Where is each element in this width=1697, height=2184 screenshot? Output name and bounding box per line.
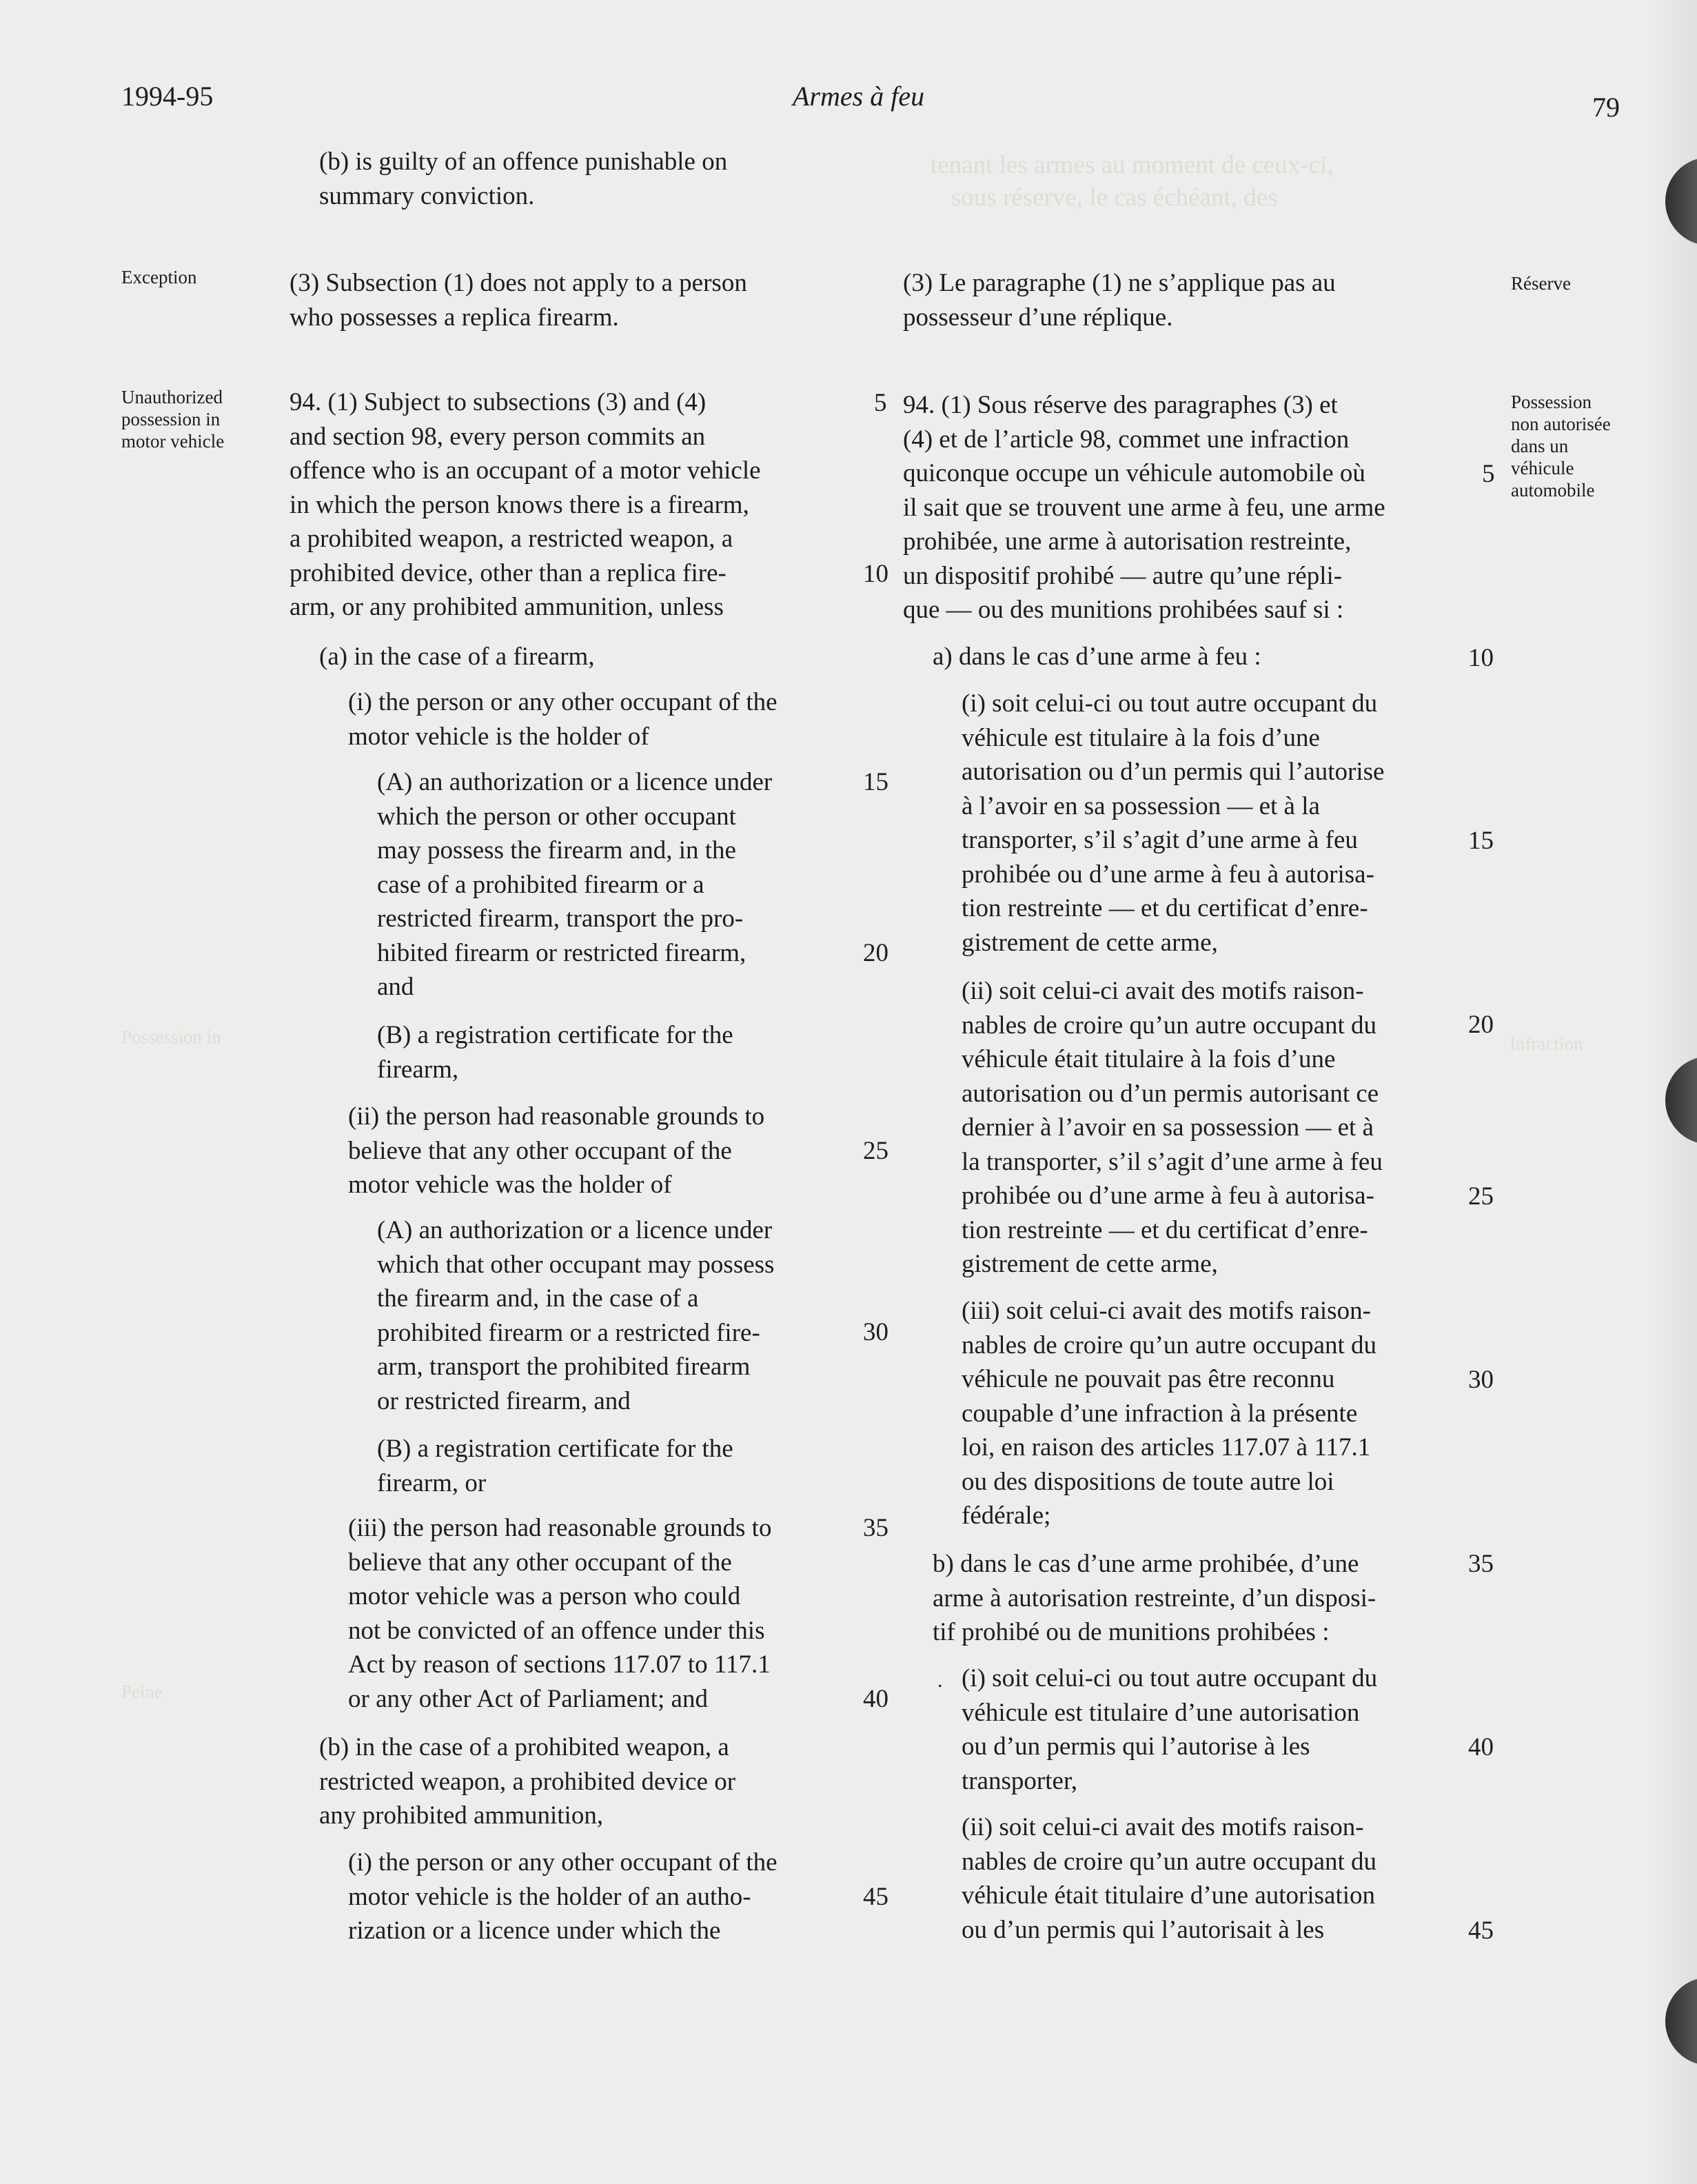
en-line-number: 35 <box>863 1514 888 1542</box>
fr-para-a: a) dans le cas d’une arme à feu : <box>933 643 1261 671</box>
margin-note-possession-non-autorisee: Possession non autorisée dans un véhicule automobile <box>1511 392 1611 501</box>
bleed-through-line: tenant les armes au moment de ceux-ci, <box>931 151 1334 179</box>
fr-line-number: 15 <box>1468 827 1494 855</box>
en-subpara-b-i: (i) the person or any other occupant of the motor vehicle is the holder of an autho- rization or a licence under which the <box>348 1848 778 1945</box>
bleed-through-line: Possession in <box>121 1027 221 1047</box>
en-line-number: 40 <box>863 1685 888 1713</box>
en-clause-a-ii-B: (B) a registration certificate for the firearm, or <box>377 1435 733 1497</box>
en-para-a: (a) in the case of a firearm, <box>319 643 595 671</box>
margin-note-exception: Exception <box>121 267 197 287</box>
en-line-number: 20 <box>863 939 888 967</box>
en-line-number: 30 <box>863 1318 888 1346</box>
en-line-number: 45 <box>863 1883 888 1911</box>
en-subpara-a-ii: (ii) the person had reasonable grounds to believe that any other occupant of the motor vehicle was the holder of <box>348 1102 765 1199</box>
en-line-number: 25 <box>863 1137 888 1165</box>
en-subsection-3: (3) Subsection (1) does not apply to a person who possesses a replica firearm. <box>289 269 747 332</box>
binder-hole <box>1665 1056 1697 1144</box>
en-clause-a-ii-A: (A) an authorization or a licence under which that other occupant may possess the firearm and, in the case of a prohibited firearm or a restricted fire- arm, transport the prohibited firearm or restricted firearm, and <box>377 1216 775 1415</box>
en-subpara-a-iii: (iii) the person had reasonable grounds to believe that any other occupant of the motor vehicle was a person who could not be convicted of an offence under this Act by reason of sections 117.07 to 117.1 or any other Act of Parliament; and <box>348 1514 772 1713</box>
header-year: 1994-95 <box>121 81 214 112</box>
fr-line-number: 40 <box>1468 1733 1494 1761</box>
fr-subsection-3: (3) Le paragraphe (1) ne s’applique pas au possesseur d’une réplique. <box>903 269 1336 332</box>
en-line-number: 5 <box>874 389 887 417</box>
page-number: 79 <box>1592 92 1620 123</box>
fr-para-b: b) dans le cas d’une arme prohibée, d’une arme à autorisation restreinte, d’un disposi- tif prohibé ou de munitions prohibées : <box>933 1550 1376 1646</box>
margin-note-unauthorized-possession: Unauthorized possession in motor vehicle <box>121 387 225 452</box>
en-line-number: 10 <box>863 560 888 588</box>
en-subpara-a-i: (i) the person or any other occupant of the motor vehicle is the holder of <box>348 688 778 751</box>
bleed-through-line: Infraction <box>1510 1033 1583 1054</box>
stray-dot: . <box>937 1669 943 1692</box>
en-line-number: 15 <box>863 768 888 796</box>
en-para-b: (b) in the case of a prohibited weapon, a restricted weapon, a prohibited device or any prohibited ammunition, <box>319 1733 736 1830</box>
binder-hole <box>1665 1977 1697 2065</box>
bleed-through-line: sous réserve, le cas échéant, des <box>951 183 1278 212</box>
en-para-b-summary: (b) is guilty of an offence punishable on summary conviction. <box>319 148 728 210</box>
fr-line-number: 45 <box>1468 1917 1494 1945</box>
en-clause-a-i-A: (A) an authorization or a licence under which the person or other occupant may possess the firearm and, in the case of a prohibited firearm or a restricted firearm, transport the pro- hibited firearm or restricted firearm, and <box>377 768 773 1001</box>
binder-hole <box>1665 157 1697 245</box>
header-title: Armes à feu <box>793 81 925 112</box>
margin-note-reserve: Réserve <box>1511 273 1571 294</box>
fr-section-94: 94. (1) Sous réserve des paragraphes (3) et (4) et de l’article 98, commet une infraction quiconque occupe un véhicule automobile où il sait que se trouvent une arme à feu, une arme prohibée, une arme à autorisation restreinte, un dispositif prohibé — autre qu’une répli- que — ou des munitions prohibées sauf si : <box>903 391 1385 624</box>
fr-line-number: 25 <box>1468 1182 1494 1211</box>
fr-line-number: 35 <box>1468 1550 1494 1578</box>
fr-subpara-b-i: (i) soit celui-ci ou tout autre occupant du véhicule est titulaire d’une autorisation ou d’un permis qui l’autorise à les transporter, <box>962 1664 1378 1795</box>
fr-line-number: 20 <box>1468 1011 1494 1039</box>
fr-subpara-a-iii: (iii) soit celui-ci avait des motifs raison- nables de croire qu’un autre occupant du véhicule ne pouvait pas être reconnu coupable d’une infraction à la présente loi, en raison des articles 117.07 à 117.1 ou des dispositions de toute autre loi fédérale; <box>962 1297 1377 1530</box>
fr-line-number: 10 <box>1468 644 1494 672</box>
en-section-94: 94. (1) Subject to subsections (3) and (4) and section 98, every person commits an offence who is an occupant of a motor vehicle in which the person knows there is a firearm, a prohibited weapon, a restricted weapon, a prohibited device, other than a replica fire- arm, or any prohibited ammunition, unless <box>289 388 761 621</box>
en-clause-a-i-B: (B) a registration certificate for the firearm, <box>377 1021 733 1084</box>
fr-line-number: 5 <box>1482 460 1495 488</box>
fr-line-number: 30 <box>1468 1366 1494 1394</box>
fr-subpara-a-i: (i) soit celui-ci ou tout autre occupant du véhicule est titulaire à la fois d’une autorisation ou d’un permis qui l’autorise à l’avoir en sa possession — et à la transporter, s’il s’agit d’une arme à feu prohibée ou d’une arme à feu à autorisa- tion restreinte — et du certificat d’enre- gistrement de cette arme, <box>962 689 1385 957</box>
fr-subpara-b-ii: (ii) soit celui-ci avait des motifs raison- nables de croire qu’un autre occupant du véhicule était titulaire d’une autorisation ou d’un permis qui l’autorisait à les <box>962 1813 1377 1944</box>
fr-subpara-a-ii: (ii) soit celui-ci avait des motifs raison- nables de croire qu’un autre occupant du véhicule était titulaire à la fois d’une autorisation ou d’un permis autorisant ce dernier à l’avoir en sa possession — et à la transporter, s’il s’agit d’une arme à feu prohibée ou d’une arme à feu à autorisa- tion restreinte — et du certificat d’enre- gistrement de cette arme, <box>962 977 1383 1278</box>
bleed-through-line: Peine <box>121 1681 163 1702</box>
